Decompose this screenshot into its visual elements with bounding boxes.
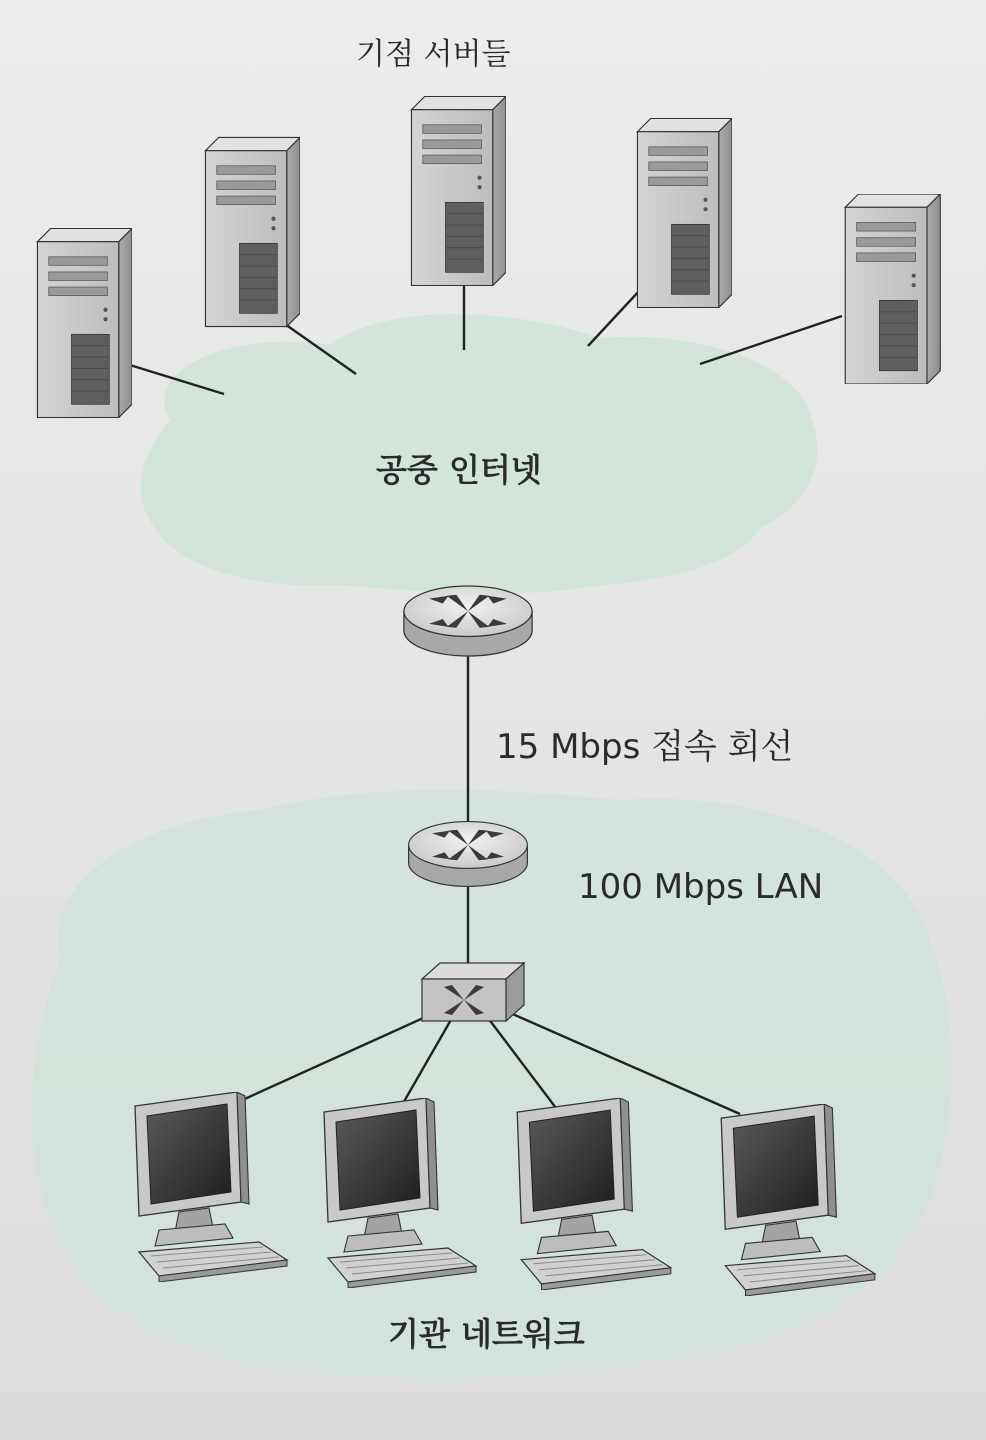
link-server-5 (700, 316, 842, 364)
institutional-network-label: 기관 네트워크 (388, 1315, 585, 1353)
public-internet-label: 공중 인터넷 (376, 451, 542, 489)
lan-label: 100 Mbps LAN (578, 867, 824, 907)
access-link-label: 15 Mbps 접속 회선 (496, 727, 794, 767)
server-1-icon (37, 228, 132, 417)
router-internet-icon (404, 586, 532, 656)
server-3-icon (411, 96, 506, 285)
server-5-icon (845, 194, 940, 384)
server-2-icon (205, 137, 300, 326)
server-4-icon (637, 118, 732, 307)
router-institution-icon (409, 822, 528, 887)
lan-switch-icon (422, 963, 524, 1021)
origin-servers-label: 기점 서버들 (356, 37, 511, 72)
